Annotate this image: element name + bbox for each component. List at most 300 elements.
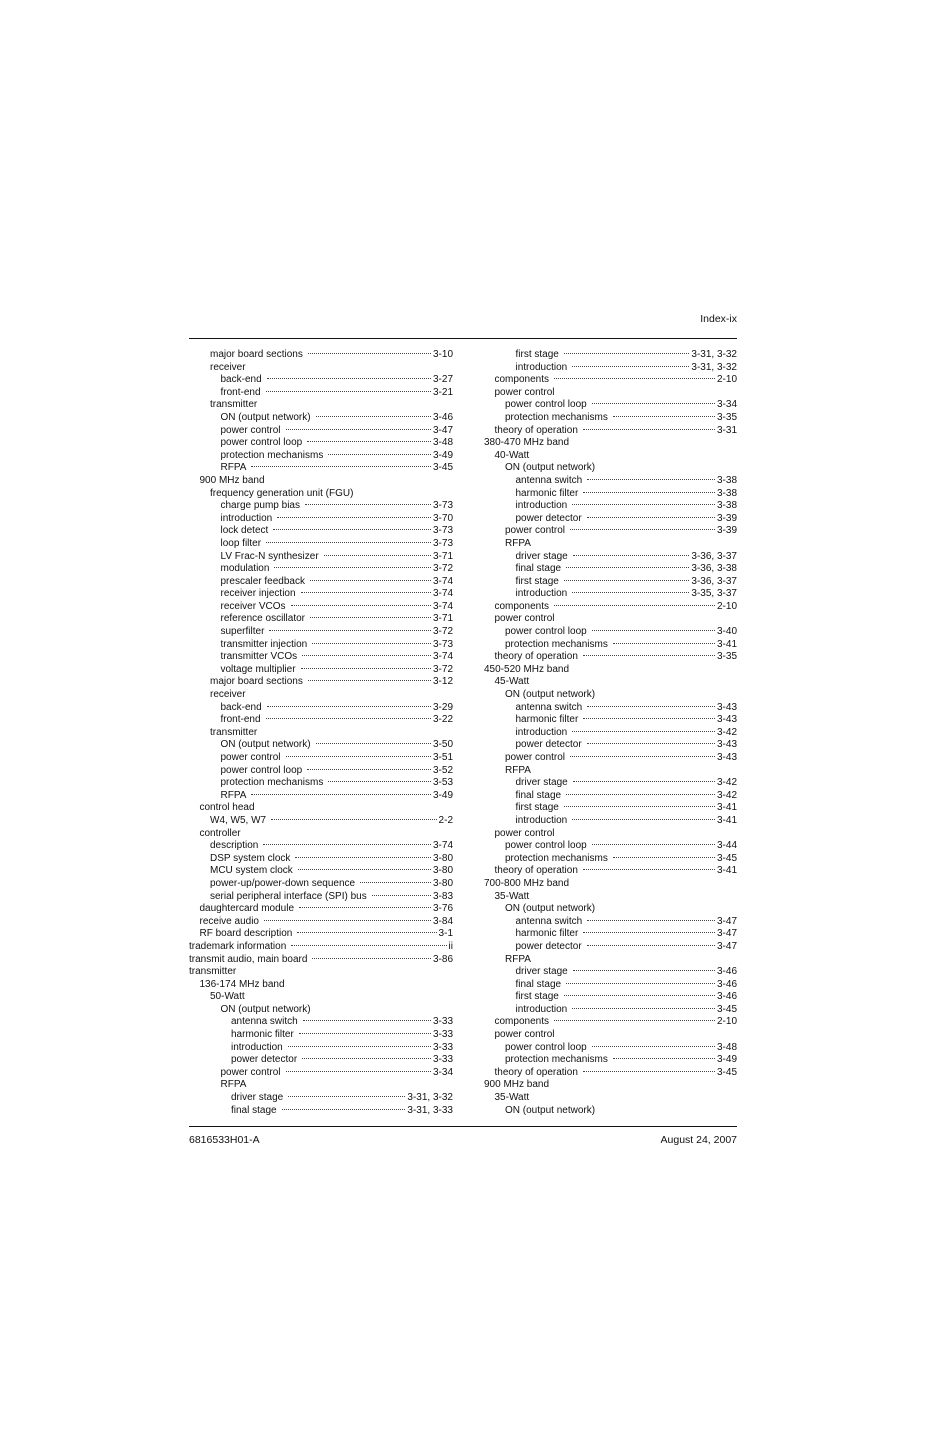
index-term: back-end <box>220 701 262 713</box>
dot-leader <box>554 1020 715 1021</box>
dot-leader <box>328 454 431 455</box>
index-page-ref: 3-80 <box>432 865 453 877</box>
index-term: front-end <box>220 714 261 726</box>
index-page-ref: 3-38 <box>716 474 737 486</box>
index-term: transmitter <box>189 966 237 978</box>
index-entry <box>189 865 453 878</box>
index-entry <box>189 651 453 664</box>
index-entry <box>484 639 737 652</box>
index-page-ref: 3-72 <box>432 663 453 675</box>
index-entry <box>189 853 453 866</box>
index-term: antenna switch <box>515 701 583 713</box>
dot-leader <box>360 882 431 883</box>
index-entry <box>484 1105 737 1118</box>
index-entry <box>484 966 737 979</box>
dot-leader <box>266 391 431 392</box>
index-page-ref: 3-36, 3-38 <box>691 563 737 575</box>
index-term: components <box>494 374 549 386</box>
dot-leader <box>298 869 431 870</box>
index-term: first stage <box>515 349 559 360</box>
dot-leader <box>613 857 715 858</box>
index-column-right <box>484 349 737 1117</box>
dot-leader <box>613 1058 715 1059</box>
dot-leader <box>572 1008 715 1009</box>
index-page-ref: 3-48 <box>432 437 453 449</box>
index-entry <box>484 425 737 438</box>
index-term: prescaler feedback <box>220 575 305 587</box>
index-term: 35-Watt <box>494 1092 530 1104</box>
index-page-ref: 3-43 <box>716 752 737 763</box>
index-entry <box>189 639 453 652</box>
index-entry <box>484 815 737 828</box>
index-term: harmonic filter <box>231 1029 294 1041</box>
dot-leader <box>566 794 715 795</box>
index-term: introduction <box>231 1041 283 1053</box>
index-page-ref: 3-71 <box>432 613 453 625</box>
index-entry <box>484 1054 737 1067</box>
index-page-ref: 2-10 <box>716 600 737 612</box>
index-page-ref: 3-49 <box>432 789 453 801</box>
index-term: power control <box>494 386 555 398</box>
running-header: Index-ix <box>700 313 737 325</box>
index-page-ref: 3-80 <box>432 877 453 889</box>
index-column-left <box>189 349 453 1117</box>
index-term: W4, W5, W7 <box>210 814 267 826</box>
index-page-ref: 3-44 <box>716 840 737 852</box>
index-page-ref: 3-35 <box>716 411 737 423</box>
index-entry <box>484 538 737 551</box>
dot-leader <box>299 907 431 908</box>
index-term: serial peripheral interface (SPI) bus <box>210 890 367 902</box>
footer-rule <box>189 1126 737 1127</box>
index-term: power detector <box>515 739 582 751</box>
dot-leader <box>583 429 715 430</box>
index-page-ref: 3-74 <box>432 588 453 600</box>
dot-leader <box>312 958 431 959</box>
index-term: introduction <box>515 500 568 512</box>
index-entry <box>189 563 453 576</box>
index-term: power control loop <box>505 626 587 638</box>
dot-leader <box>324 555 431 556</box>
dot-leader <box>572 366 689 367</box>
index-entry <box>189 676 453 689</box>
index-entry <box>484 399 737 412</box>
dot-leader <box>251 466 431 467</box>
index-page-ref: 3-35 <box>716 651 737 663</box>
index-page-ref: 3-41 <box>716 638 737 650</box>
index-entry <box>484 588 737 601</box>
index-term: power control <box>220 752 281 763</box>
index-entry <box>484 1067 737 1080</box>
dot-leader <box>277 517 431 518</box>
index-page-ref: 3-34 <box>716 399 737 411</box>
index-entry <box>484 362 737 375</box>
index-page-ref: 3-46 <box>716 978 737 990</box>
index-entry <box>484 1029 737 1042</box>
index-term: power control loop <box>220 437 303 449</box>
index-term: 136-174 MHz band <box>199 978 285 990</box>
dot-leader <box>587 479 715 480</box>
index-entry <box>484 1042 737 1055</box>
index-page-ref: 3-72 <box>432 626 453 638</box>
index-term: RFPA <box>505 764 531 776</box>
index-entry <box>484 475 737 488</box>
index-term: power detector <box>515 940 582 952</box>
index-entry <box>484 488 737 501</box>
index-page-ref: 3-41 <box>716 802 737 814</box>
index-term: power control <box>494 1029 555 1041</box>
dot-leader <box>587 706 715 707</box>
index-entry <box>189 828 453 841</box>
dot-leader <box>267 706 431 707</box>
dot-leader <box>572 819 715 820</box>
index-term: transmitter <box>210 399 258 411</box>
index-entry <box>484 954 737 967</box>
index-page-ref: 3-46 <box>432 411 453 423</box>
index-entry <box>189 916 453 929</box>
index-entry <box>484 374 737 387</box>
index-term: protection mechanisms <box>220 777 324 789</box>
index-page-ref: 3-31, 3-33 <box>407 1104 453 1116</box>
document-number: 6816533H01-A <box>189 1134 260 1146</box>
dot-leader <box>310 580 431 581</box>
index-term: RF board description <box>199 928 293 940</box>
index-entry <box>484 702 737 715</box>
index-entry <box>189 613 453 626</box>
dot-leader <box>564 580 690 581</box>
index-page-ref: 3-46 <box>716 966 737 978</box>
index-term: final stage <box>515 978 562 990</box>
index-page-ref: 3-74 <box>432 575 453 587</box>
index-page-ref: 3-72 <box>432 563 453 575</box>
index-entry <box>484 576 737 589</box>
index-entry <box>189 1067 453 1080</box>
index-entry <box>189 903 453 916</box>
index-term: power control loop <box>505 1041 587 1053</box>
index-entry <box>484 450 737 463</box>
index-entry <box>189 765 453 778</box>
index-term: harmonic filter <box>515 714 579 726</box>
dot-leader <box>592 403 715 404</box>
index-entry <box>189 727 453 740</box>
index-term: introduction <box>515 588 568 600</box>
index-term: power control <box>494 827 555 839</box>
index-entry <box>189 1092 453 1105</box>
index-page-ref: 3-53 <box>432 777 453 789</box>
dot-leader <box>286 1071 431 1072</box>
dot-leader <box>587 920 715 921</box>
index-page-ref: 3-45 <box>716 1066 737 1078</box>
index-entry <box>484 601 737 614</box>
index-term: ON (output network) <box>220 739 311 751</box>
index-entry <box>484 916 737 929</box>
index-page-ref: ii <box>448 940 453 952</box>
index-entry <box>189 878 453 891</box>
index-page-ref: 3-73 <box>432 500 453 512</box>
index-page-ref: 3-27 <box>432 374 453 386</box>
index-entry <box>484 891 737 904</box>
index-entry <box>189 525 453 538</box>
index-term: driver stage <box>515 966 568 978</box>
index-term: driver stage <box>515 777 568 789</box>
index-entry <box>189 576 453 589</box>
index-entry <box>189 412 453 425</box>
dot-leader <box>572 592 689 593</box>
index-entry <box>189 513 453 526</box>
index-term: protection mechanisms <box>505 411 608 423</box>
dot-leader <box>263 844 431 845</box>
index-term: power control <box>505 752 566 763</box>
index-page-ref: 3-41 <box>716 865 737 877</box>
dot-leader <box>271 819 436 820</box>
dot-leader <box>573 555 690 556</box>
index-page-ref: 3-41 <box>716 814 737 826</box>
index-entry <box>484 387 737 400</box>
index-page-ref: 3-48 <box>716 1041 737 1053</box>
index-entry <box>189 790 453 803</box>
index-page-ref: 3-36, 3-37 <box>691 575 737 587</box>
index-entry <box>189 739 453 752</box>
index-entry <box>189 1105 453 1118</box>
index-term: power control loop <box>505 399 587 411</box>
index-term: power-up/power-down sequence <box>210 877 356 889</box>
index-entry <box>484 689 737 702</box>
index-entry <box>484 412 737 425</box>
index-term: receiver <box>210 361 246 373</box>
dot-leader <box>308 353 431 354</box>
index-entry <box>189 349 453 362</box>
dot-leader <box>316 416 431 417</box>
index-term: RFPA <box>505 953 531 965</box>
index-entry <box>484 563 737 576</box>
index-entry <box>189 802 453 815</box>
index-page-ref: 3-33 <box>432 1016 453 1028</box>
dot-leader <box>288 1046 431 1047</box>
index-page-ref: 3-35, 3-37 <box>691 588 737 600</box>
index-page-ref: 3-70 <box>432 512 453 524</box>
index-term: antenna switch <box>515 915 583 927</box>
index-term: controller <box>199 827 241 839</box>
dot-leader <box>554 605 715 606</box>
index-entry <box>484 828 737 841</box>
index-page-ref: 3-42 <box>716 726 737 738</box>
dot-leader <box>310 617 431 618</box>
index-entry <box>484 1092 737 1105</box>
index-term: protection mechanisms <box>505 1054 608 1066</box>
index-term: DSP system clock <box>210 852 291 864</box>
index-page-ref: 3-43 <box>716 714 737 726</box>
index-page-ref: 3-74 <box>432 651 453 663</box>
index-page-ref: 3-47 <box>716 928 737 940</box>
index-page-ref: 3-34 <box>432 1066 453 1078</box>
index-term: lock detect <box>220 525 269 537</box>
index-entry <box>189 626 453 639</box>
index-entry <box>189 551 453 564</box>
index-entry <box>484 437 737 450</box>
index-entry <box>189 815 453 828</box>
index-term: ON (output network) <box>505 462 596 474</box>
index-entry <box>484 349 737 362</box>
index-entry <box>189 1004 453 1017</box>
index-term: protection mechanisms <box>505 852 608 864</box>
index-term: harmonic filter <box>515 928 579 940</box>
index-term: theory of operation <box>494 424 578 436</box>
dot-leader <box>301 668 431 669</box>
index-page-ref: 3-40 <box>716 626 737 638</box>
index-term: 450-520 MHz band <box>484 663 570 675</box>
index-term: components <box>494 1016 549 1028</box>
index-page-ref: 3-84 <box>432 915 453 927</box>
index-entry <box>484 790 737 803</box>
index-page-ref: 3-50 <box>432 739 453 751</box>
index-page-ref: 3-39 <box>716 512 737 524</box>
dot-leader <box>566 567 689 568</box>
index-page-ref: 3-74 <box>432 600 453 612</box>
dot-leader <box>288 1096 405 1097</box>
dot-leader <box>266 718 431 719</box>
index-page-ref: 3-71 <box>432 550 453 562</box>
index-entry <box>189 387 453 400</box>
index-term: power control <box>220 424 281 436</box>
index-entry <box>484 1079 737 1092</box>
index-term: introduction <box>515 1003 568 1015</box>
index-term: transmitter injection <box>220 638 308 650</box>
index-page-ref: 3-49 <box>716 1054 737 1066</box>
dot-leader <box>572 504 715 505</box>
index-entry <box>484 676 737 689</box>
index-term: introduction <box>220 512 273 524</box>
index-term: description <box>210 840 259 852</box>
dot-leader <box>566 983 715 984</box>
index-page-ref: 3-86 <box>432 953 453 965</box>
index-entry <box>189 1042 453 1055</box>
index-term: ON (output network) <box>505 903 596 915</box>
index-term: superfilter <box>220 626 265 638</box>
index-page-ref: 3-31, 3-32 <box>691 349 737 360</box>
index-term: introduction <box>515 814 568 826</box>
index-term: 35-Watt <box>494 890 530 902</box>
index-page-ref: 3-80 <box>432 852 453 864</box>
index-term: RFPA <box>220 1079 247 1091</box>
dot-leader <box>273 529 431 530</box>
index-entry <box>189 891 453 904</box>
dot-leader <box>291 605 431 606</box>
index-page-ref: 3-31, 3-32 <box>407 1092 453 1104</box>
dot-leader <box>308 680 431 681</box>
dot-leader <box>587 517 715 518</box>
index-entry <box>189 362 453 375</box>
dot-leader <box>305 504 431 505</box>
index-entry <box>189 1054 453 1067</box>
index-term: final stage <box>515 789 562 801</box>
dot-leader <box>583 1071 715 1072</box>
dot-leader <box>267 378 431 379</box>
index-page-ref: 3-51 <box>432 752 453 763</box>
dot-leader <box>583 492 715 493</box>
index-entry <box>484 1004 737 1017</box>
index-entry <box>484 651 737 664</box>
index-entry <box>189 752 453 765</box>
index-page-ref: 3-52 <box>432 764 453 776</box>
index-entry <box>189 979 453 992</box>
index-entry <box>189 374 453 387</box>
index-entry <box>189 1079 453 1092</box>
index-page-ref: 3-45 <box>716 1003 737 1015</box>
index-term: antenna switch <box>231 1016 298 1028</box>
index-term: final stage <box>231 1104 277 1116</box>
dot-leader <box>613 416 715 417</box>
index-term: power detector <box>515 512 582 524</box>
index-term: theory of operation <box>494 865 578 877</box>
index-page-ref: 3-47 <box>716 940 737 952</box>
index-page-ref: 3-74 <box>432 840 453 852</box>
index-entry <box>484 991 737 1004</box>
dot-leader <box>274 567 431 568</box>
dot-leader <box>583 718 715 719</box>
index-term: components <box>494 600 549 612</box>
dot-leader <box>301 592 431 593</box>
index-term: 700-800 MHz band <box>484 877 570 889</box>
index-term: first stage <box>515 802 559 814</box>
dot-leader <box>316 743 431 744</box>
index-page-ref: 3-29 <box>432 701 453 713</box>
index-page-ref: 3-47 <box>432 424 453 436</box>
index-page-ref: 3-36, 3-37 <box>691 550 737 562</box>
index-page-ref: 3-33 <box>432 1054 453 1066</box>
index-term: driver stage <box>231 1092 284 1104</box>
dot-leader <box>572 731 715 732</box>
index-term: modulation <box>220 563 270 575</box>
index-entry <box>189 488 453 501</box>
dot-leader <box>592 844 715 845</box>
index-entry <box>484 500 737 513</box>
index-term: loop filter <box>220 537 262 549</box>
index-term: reference oscillator <box>220 613 305 625</box>
index-term: harmonic filter <box>515 487 579 499</box>
index-term: back-end <box>220 374 262 386</box>
index-page-ref: 3-49 <box>432 449 453 461</box>
index-entry <box>484 664 737 677</box>
dot-leader <box>302 655 431 656</box>
index-entry <box>484 928 737 941</box>
dot-leader <box>583 932 715 933</box>
index-entry <box>189 702 453 715</box>
index-entry <box>484 853 737 866</box>
index-entry <box>484 739 737 752</box>
index-term: receiver injection <box>220 588 296 600</box>
index-entry <box>484 714 737 727</box>
dot-leader <box>570 529 715 530</box>
index-term: power detector <box>231 1054 298 1066</box>
index-page-ref: 3-73 <box>432 638 453 650</box>
dot-leader <box>297 932 436 933</box>
index-term: driver stage <box>515 550 568 562</box>
index-term: daughtercard module <box>199 903 295 915</box>
index-term: receiver <box>210 689 246 701</box>
dot-leader <box>570 756 715 757</box>
index-page-ref: 2-10 <box>716 1016 737 1028</box>
index-term: ON (output network) <box>505 1104 596 1116</box>
index-entry <box>189 399 453 412</box>
index-term: power control <box>220 1066 281 1078</box>
index-page-ref: 3-45 <box>716 852 737 864</box>
index-entry <box>484 865 737 878</box>
index-page-ref: 3-83 <box>432 890 453 902</box>
index-term: theory of operation <box>494 1066 578 1078</box>
index-term: 50-Watt <box>210 991 245 1003</box>
index-term: RFPA <box>505 537 531 549</box>
index-entry <box>484 878 737 891</box>
